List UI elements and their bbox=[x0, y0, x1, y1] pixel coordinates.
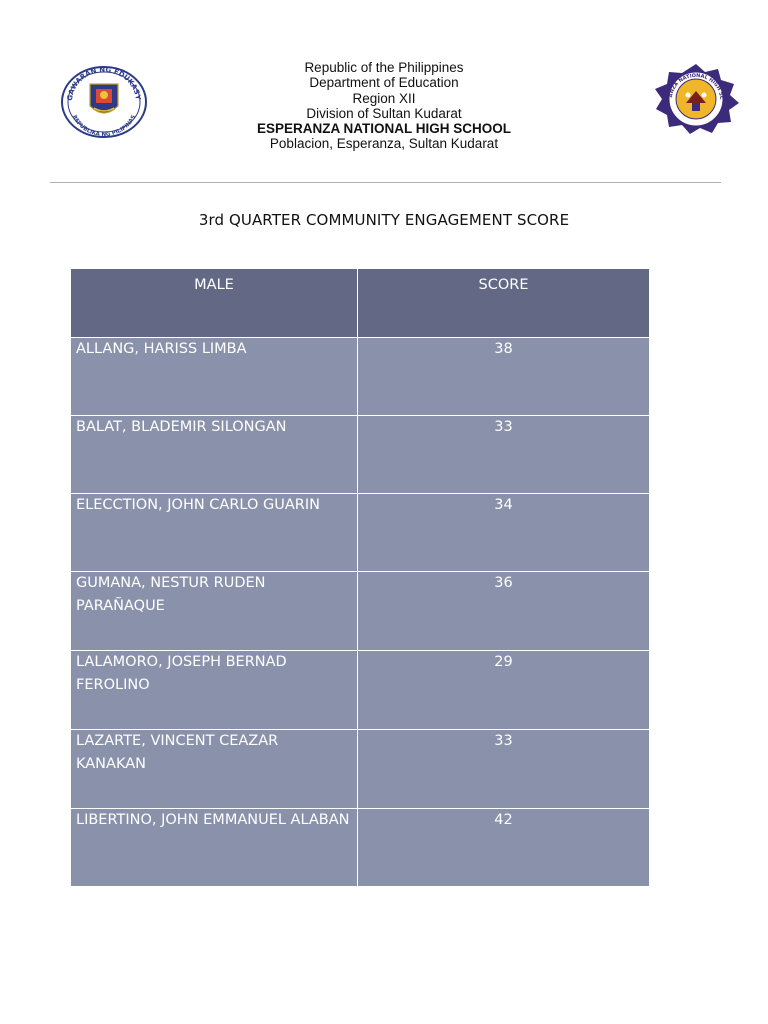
score-cell: 34 bbox=[358, 494, 650, 572]
score-cell: 33 bbox=[358, 730, 650, 809]
table-row bbox=[71, 730, 650, 809]
student-name-cell: LIBERTINO, JOHN EMMANUEL ALABAN bbox=[71, 809, 358, 887]
score-cell: 38 bbox=[358, 338, 650, 416]
student-name-cell: ALLANG, HARISS LIMBA bbox=[71, 338, 358, 416]
student-name-cell: LAZARTE, VINCENT CEAZAR KANAKAN bbox=[71, 730, 358, 809]
table-row bbox=[71, 651, 650, 730]
score-cell: 42 bbox=[358, 809, 650, 887]
student-name-cell: GUMANA, NESTUR RUDEN PARAÑAQUE bbox=[71, 572, 358, 651]
letterhead-country: Republic of the Philippines bbox=[304, 60, 464, 75]
table-row bbox=[71, 494, 650, 572]
svg-text:ESPERANZA NATIONAL HIGH SCHOOL: ANZA NATIONAL HIGH SC bbox=[668, 72, 725, 100]
header-divider bbox=[50, 182, 721, 183]
deped-seal-icon bbox=[58, 64, 150, 140]
score-cell: 29 bbox=[358, 651, 650, 730]
letterhead bbox=[184, 60, 584, 152]
letterhead-school-name: ESPERANZA NATIONAL HIGH SCHOOL bbox=[256, 121, 511, 137]
score-table bbox=[70, 268, 650, 887]
student-name-cell: LALAMORO, JOSEPH BERNAD FEROLINO bbox=[71, 651, 358, 730]
score-cell: 33 bbox=[358, 416, 650, 494]
student-name-cell: ELECCTION, JOHN CARLO GUARIN bbox=[71, 494, 358, 572]
table-header-row bbox=[71, 269, 650, 338]
page-title: 3rd QUARTER COMMUNITY ENGAGEMENT SCORE bbox=[198, 211, 570, 229]
svg-text:REPUBLIKA NG PILIPINAS: REPUBLIKA NG PILIPINAS bbox=[70, 114, 138, 139]
student-name-cell: BALAT, BLADEMIR SILONGAN bbox=[71, 416, 358, 494]
table-row bbox=[71, 416, 650, 494]
column-header-male: MALE bbox=[71, 269, 358, 338]
letterhead-address: Poblacion, Esperanza, Sultan Kudarat bbox=[269, 136, 499, 152]
table-row bbox=[71, 338, 650, 416]
column-header-score: SCORE bbox=[358, 269, 650, 338]
table-row bbox=[71, 809, 650, 887]
letterhead-division: Division of Sultan Kudarat bbox=[306, 105, 462, 121]
score-cell: 36 bbox=[358, 572, 650, 651]
letterhead-region: Region XII bbox=[352, 90, 416, 106]
esperanza-nhs-seal-icon bbox=[650, 63, 742, 135]
letterhead-department: Department of Education bbox=[309, 75, 459, 91]
svg-text:KAGAWARAN NG EDUKASYON: GAWARAN NG EDUKASY bbox=[65, 65, 142, 102]
table-row bbox=[71, 572, 650, 651]
